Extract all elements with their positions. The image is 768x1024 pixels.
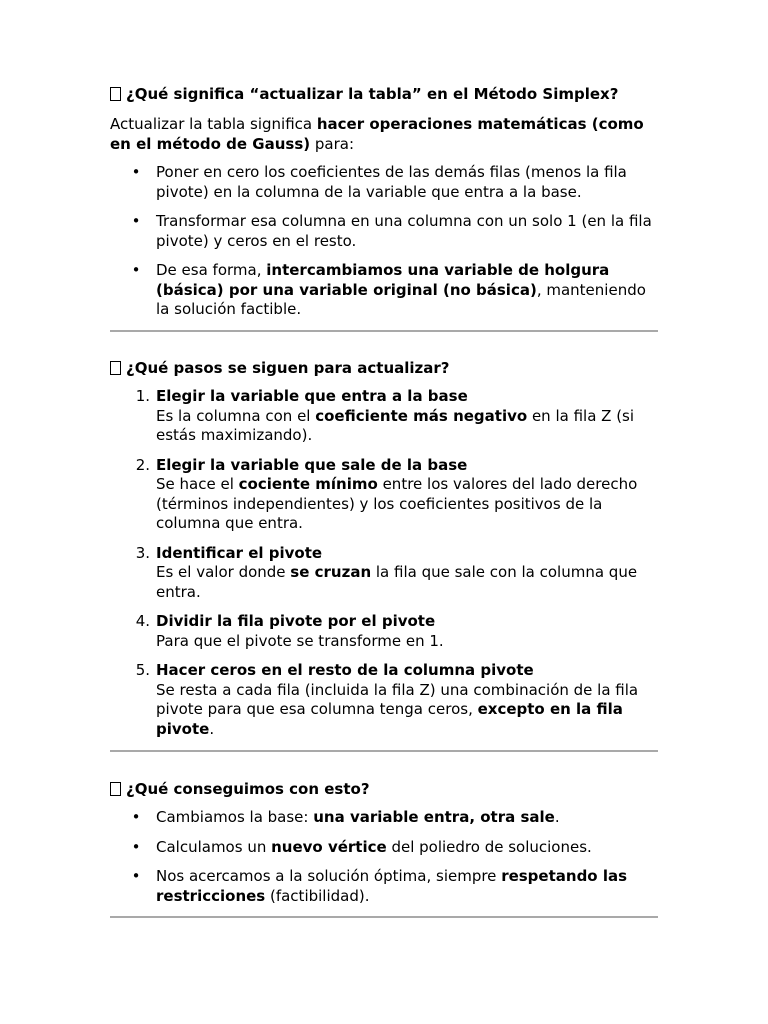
section-steps (110, 358, 658, 739)
intro-paragraph: Actualizar la tabla significa hacer operaciones matemáticas (como en el método de Gauss) para: (110, 115, 644, 153)
list-item: • Cambiamos la base: una variable entra, otra sale. (131, 808, 560, 826)
step-item: 4. Dividir la fila pivote por el pivote Para que el pivote se transforme en 1. (135, 612, 444, 650)
section-heading: ¿Qué pasos se siguen para actualizar? (110, 358, 658, 378)
horizontal-rule (110, 330, 658, 332)
list-item: • Calculamos un nuevo vértice del poliedro de soluciones. (131, 837, 592, 856)
section-heading: ¿Qué conseguimos con esto? (110, 779, 658, 799)
step-item: 2. Elegir la variable que sale de la base Se hace el cociente mínimo entre los valores del lado derecho (términos independientes) y los coeficientes positivos de la columna que entra. (135, 455, 638, 532)
horizontal-rule (110, 750, 658, 752)
step-item: 5. Hacer ceros en el resto de la columna pivote Se resta a cada fila (incluida la fila Z) una combinación de la fila pivote para que esa columna tenga ceros, excepto en la fila pivote. (135, 661, 639, 738)
section-results (110, 779, 658, 906)
bullet-icon: • (131, 837, 141, 856)
missing-glyph-icon (110, 782, 121, 796)
bullet-list (110, 163, 658, 320)
step-item: 1. Elegir la variable que entra a la base Es la columna con el coeficiente más negativo en la fila Z (si estás maximizando). (135, 387, 635, 444)
steps-list (110, 387, 658, 739)
list-item: • Poner en cero los coeficientes de las demás filas (menos la fila pivote) en la columna de la variable que entra a la base. (131, 163, 627, 201)
list-item: • Transformar esa columna en una columna con un solo 1 (en la fila pivote) y ceros en el resto. (131, 212, 652, 250)
section-heading: ¿Qué significa “actualizar la tabla” en el Método Simplex? (110, 84, 658, 104)
bullet-icon: • (131, 867, 141, 885)
horizontal-rule (110, 916, 658, 918)
bullet-list (110, 808, 658, 906)
step-item: 3. Identificar el pivote Es el valor donde se cruzan la fila que sale con la columna que entra. (135, 543, 638, 601)
bullet-icon: • (131, 163, 141, 181)
list-item: • De esa forma, intercambiamos una variable de holgura (básica) por una variable original (no básica), manteniendo la solución factible. (131, 261, 646, 318)
bullet-icon: • (131, 212, 141, 230)
section-update-table (110, 84, 658, 320)
bullet-icon: • (131, 261, 141, 279)
missing-glyph-icon (110, 87, 121, 101)
bullet-icon: • (131, 808, 141, 826)
list-item: • Nos acercamos a la solución óptima, siempre respetando las restricciones (factibilidad). (131, 867, 628, 905)
missing-glyph-icon (110, 361, 121, 375)
